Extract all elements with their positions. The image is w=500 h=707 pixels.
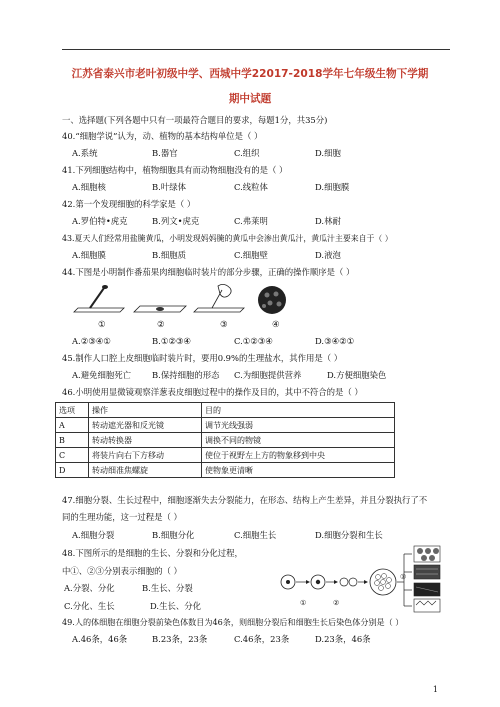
q49-option-d: D.23条，46条 (315, 634, 371, 644)
q48-figure-label-3: ③ (400, 573, 407, 581)
q47-option-d: D.细胞分裂和生长 (315, 530, 383, 540)
arrow-icon (334, 580, 338, 584)
q43-option-a: A.细胞膜 (72, 250, 106, 260)
document-title: 江苏省泰兴市老叶初级中学、西城中学22017-2018学年七年级生物下学期 (71, 68, 429, 80)
section-heading: 一、选择题(下列各题中只有一项最符合题目的要求，每题1分，共35分) (62, 115, 328, 125)
table-row (56, 463, 395, 478)
specimen-steps-illustration (72, 282, 302, 330)
q45-option-c: C.为细胞提供营养 (234, 370, 302, 380)
question-47-line2: 同的生理功能，这一过程是（ ） (62, 512, 182, 522)
arrow-icon (364, 580, 368, 584)
q43-option-c: C.细胞壁 (234, 250, 268, 260)
step3-hand-needle-icon (194, 284, 244, 312)
q48-figure-label-2: ② (333, 599, 340, 607)
question-47-line1: 47.细胞分裂、生长过程中，细胞逐渐失去分裂能力，在形态、结构上产生差异，并且分裂执行了不 (62, 495, 428, 505)
q48-option-d: D.生长、分化 (150, 601, 201, 611)
tissue-2-icon (414, 565, 440, 579)
q48-option-a: A.分裂、分化 (64, 583, 115, 593)
q49-option-c: C.46条，23条 (234, 634, 290, 644)
table-row (56, 433, 395, 448)
q45-option-b: B.保持细胞的形态 (152, 370, 220, 380)
q44-figure-label-3: ③ (220, 319, 228, 329)
q47-option-b: B.细胞分化 (152, 530, 195, 540)
table-cell: 将装片向右下方移动 (89, 448, 202, 463)
q40-option-a: A.系统 (72, 148, 98, 158)
q44-option-a: A.②③④① (72, 336, 111, 346)
q45-option-d: D.方便细胞染色 (327, 370, 387, 380)
q45-option-a: A.避免细胞死亡 (72, 370, 131, 380)
q40-option-b: B.器官 (152, 148, 178, 158)
question-44: 44.下图是小明制作番茄果肉细胞临时装片的部分步骤，正确的操作顺序是（ ） (62, 267, 355, 277)
table-header-cell: 选项 (56, 403, 89, 418)
table-cell: D (56, 463, 89, 478)
q44-figure-label-1: ① (98, 319, 106, 329)
question-40: 40.“细胞学说”认为，动、植物的基本结构单位是（ ） (62, 131, 263, 141)
cell-growth-diagram (270, 540, 446, 614)
single-cell-icon (281, 575, 295, 589)
question-42: 42.第一个发现细胞的科学家是（ ） (62, 199, 196, 209)
table-cell: C (56, 448, 89, 463)
q48-option-b: B.生长、分裂 (142, 583, 193, 593)
table-cell: A (56, 418, 89, 433)
grown-cell-icon (311, 575, 325, 589)
table-header-cell: 操作 (89, 403, 202, 418)
q49-option-a: A.46条，46条 (72, 634, 128, 644)
q40-option-d: D.细胞 (315, 148, 341, 158)
q44-option-d: D.③④②① (315, 336, 355, 346)
table-cell: 转动细准焦螺旋 (89, 463, 202, 478)
table-cell: 转动转换器 (89, 433, 202, 448)
tissue-4-icon (414, 599, 440, 612)
q42-option-b: B.列文•虎克 (152, 216, 200, 226)
q43-option-d: D.液泡 (315, 250, 341, 260)
question-49: 49.人的体细胞在细胞分裂前染色体数目为46条，则细胞分裂后和细胞生长后染色体分别是（ ） (62, 617, 404, 627)
q47-option-c: C.细胞生长 (234, 530, 277, 540)
page-number: 1 (432, 685, 438, 694)
table-cell: 使位于视野左上方的物象移到中央 (202, 448, 395, 463)
q41-option-b: B.叶绿体 (152, 182, 186, 192)
table-header-row (56, 403, 395, 418)
q42-option-d: D.林耐 (315, 216, 341, 226)
question-48-line2: 中①、②③分别表示细胞的（ ） (62, 566, 182, 576)
q44-option-c: C.①②③④ (234, 336, 273, 346)
q41-option-d: D.细胞膜 (315, 182, 350, 192)
q49-option-b: B.23条，23条 (152, 634, 208, 644)
q41-option-c: C.线粒体 (234, 182, 268, 192)
question-43: 43.夏天人们经常用盐腌黄瓜，小明发现妈妈腌的黄瓜中会渗出黄瓜汁，黄瓜汁主要来自于（ ） (62, 234, 393, 243)
table-cell: B (56, 433, 89, 448)
q43-option-b: B.细胞质 (152, 250, 186, 260)
question-41: 41.下列细胞结构中，植物细胞具有而动物细胞没有的是（ ） (62, 165, 288, 175)
step4-cells-icon (258, 286, 286, 314)
q44-figure-label-4: ④ (272, 319, 280, 329)
table-row (56, 418, 395, 433)
divided-cells-icon (340, 578, 357, 586)
table-cell: 转动遮光器和反光镜 (89, 418, 202, 433)
question-48-line1: 48.下图所示的是细胞的生长、分裂和分化过程， (62, 548, 243, 558)
q48-figure-label-1: ① (300, 599, 307, 607)
arrow-icon (306, 580, 310, 584)
question-46: 46.小明使用显微镜观察洋葱表皮细胞过程中的操作及目的，其中不符合的是（ ） (62, 387, 363, 397)
tissue-1-icon (414, 546, 440, 562)
question-45: 45.制作人口腔上皮细胞临时装片时，要用0.9%的生理盐水，其作用是（ ） (62, 353, 343, 363)
table-cell: 使物象更清晰 (202, 463, 395, 478)
table-cell: 调换不同的物镜 (202, 433, 395, 448)
tissue-3-icon (414, 583, 440, 596)
table-row (56, 448, 395, 463)
step2-slide-icon (134, 306, 186, 312)
q48-option-c: C.分化、生长 (64, 601, 115, 611)
q44-figure-label-2: ② (157, 319, 165, 329)
step1-dropper-icon (74, 285, 124, 312)
q47-option-a: A.细胞分裂 (72, 530, 115, 540)
cell-cluster-icon (370, 569, 396, 595)
table-header-cell: 目的 (202, 403, 395, 418)
document-title-line2: 期中试题 (228, 93, 272, 105)
q44-option-b: B.①②③④ (152, 336, 191, 346)
q42-option-c: C.弗莱明 (234, 216, 268, 226)
q41-option-a: A.细胞核 (72, 182, 106, 192)
header-rule (62, 49, 450, 50)
q40-option-c: C.组织 (234, 148, 260, 158)
q46-table (55, 402, 395, 478)
table-cell: 调节光线强弱 (202, 418, 395, 433)
q42-option-a: A.罗伯特•虎克 (72, 216, 128, 226)
